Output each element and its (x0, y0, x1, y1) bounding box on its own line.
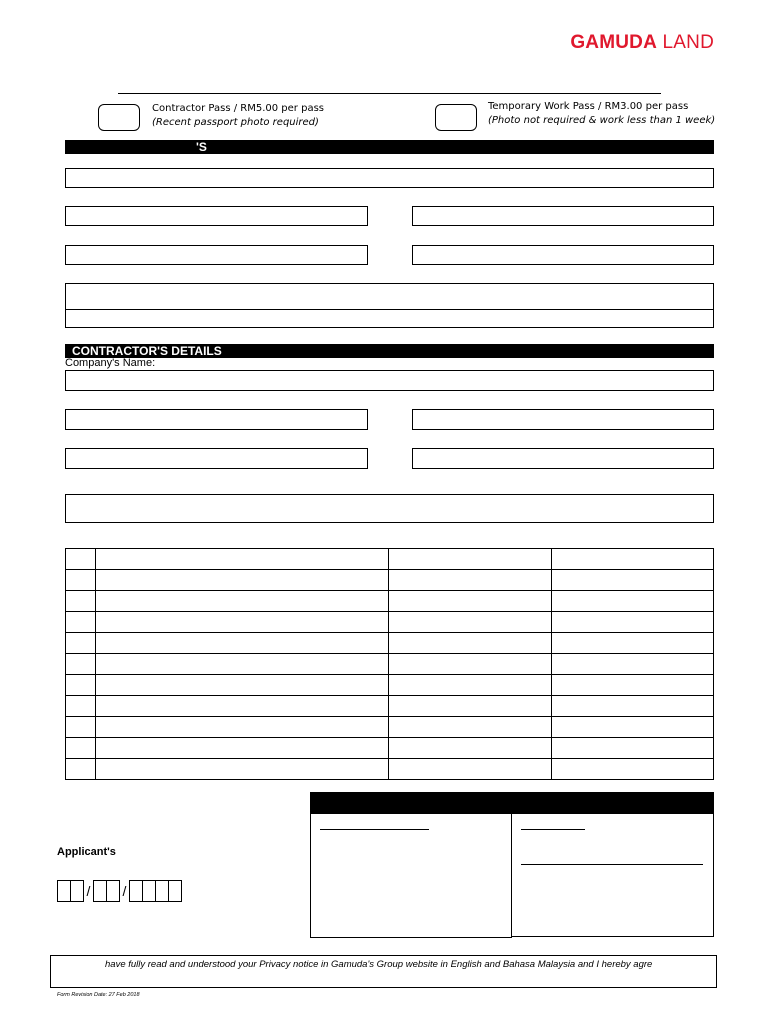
month-digit-1[interactable] (93, 880, 107, 902)
worker-other-cell[interactable] (551, 696, 713, 717)
worker-ic-cell[interactable] (389, 738, 551, 759)
date-boxes[interactable] (57, 880, 182, 902)
worker-table-row (66, 717, 714, 738)
worker-ic-cell[interactable] (389, 570, 551, 591)
worker-other-cell[interactable] (551, 759, 713, 780)
form-revision-date: Form Revision Date: 27 Feb 2018 (57, 992, 140, 998)
logo-text-bold: GAMUDA (570, 32, 658, 53)
approval-signature-line-left (320, 829, 429, 830)
temporary-pass-checkbox[interactable] (435, 104, 477, 131)
worker-other-cell[interactable] (551, 717, 713, 738)
worker-no-cell[interactable] (66, 675, 96, 696)
applicant-header-text: 'S (196, 140, 207, 154)
contractor-header-text: CONTRACTOR'S DETAILS (72, 344, 222, 358)
worker-ic-cell[interactable] (389, 633, 551, 654)
worker-name-cell[interactable] (95, 654, 389, 675)
temporary-pass-label: Temporary Work Pass / RM3.00 per pass (488, 101, 689, 112)
approval-name-line (521, 864, 703, 865)
applicant-address-field[interactable] (65, 283, 714, 310)
worker-table-row (66, 654, 714, 675)
month-digit-2[interactable] (106, 880, 120, 902)
date-separator: / (122, 883, 127, 899)
company-name-field[interactable] (65, 370, 714, 391)
contractor-pass-checkbox[interactable] (98, 104, 140, 131)
worker-no-cell[interactable] (66, 654, 96, 675)
contractor-address-field[interactable] (65, 494, 714, 523)
worker-name-cell[interactable] (95, 717, 389, 738)
approval-signature-line-right (521, 829, 585, 830)
worker-ic-cell[interactable] (389, 654, 551, 675)
worker-table-row (66, 612, 714, 633)
worker-table-row (66, 696, 714, 717)
company-logo (570, 32, 714, 54)
worker-name-cell[interactable] (95, 696, 389, 717)
year-digit-4[interactable] (168, 880, 182, 902)
worker-ic-cell[interactable] (389, 612, 551, 633)
worker-table-row (66, 549, 714, 570)
applicant-field-left-1[interactable] (65, 206, 368, 226)
worker-table-row (66, 633, 714, 654)
worker-table-row (66, 591, 714, 612)
worker-no-cell[interactable] (66, 570, 96, 591)
temporary-pass-option (488, 100, 715, 128)
contractor-pass-option (152, 102, 324, 130)
form-title-line (118, 93, 661, 94)
approval-box-left[interactable] (310, 813, 512, 938)
logo-text-light: LAND (657, 32, 714, 53)
worker-ic-cell[interactable] (389, 675, 551, 696)
worker-other-cell[interactable] (551, 738, 713, 759)
contractor-field-left-1[interactable] (65, 409, 368, 430)
worker-no-cell[interactable] (66, 591, 96, 612)
year-digit-1[interactable] (129, 880, 143, 902)
worker-other-cell[interactable] (551, 591, 713, 612)
worker-name-cell[interactable] (95, 549, 389, 570)
worker-name-cell[interactable] (95, 633, 389, 654)
worker-no-cell[interactable] (66, 612, 96, 633)
contractor-section-header (65, 344, 714, 358)
worker-ic-cell[interactable] (389, 696, 551, 717)
worker-other-cell[interactable] (551, 612, 713, 633)
worker-table-row (66, 570, 714, 591)
worker-name-cell[interactable] (95, 591, 389, 612)
worker-other-cell[interactable] (551, 549, 713, 570)
date-separator: / (86, 883, 91, 899)
worker-other-cell[interactable] (551, 654, 713, 675)
contractor-field-right-2[interactable] (412, 448, 714, 469)
worker-other-cell[interactable] (551, 675, 713, 696)
worker-ic-cell[interactable] (389, 591, 551, 612)
day-digit-1[interactable] (57, 880, 71, 902)
worker-table-body (66, 549, 714, 780)
worker-no-cell[interactable] (66, 549, 96, 570)
applicant-signature-label: Applicant's (57, 846, 116, 858)
contractor-field-right-1[interactable] (412, 409, 714, 430)
worker-no-cell[interactable] (66, 633, 96, 654)
worker-name-cell[interactable] (95, 675, 389, 696)
year-digit-3[interactable] (155, 880, 169, 902)
approval-box-right[interactable] (511, 813, 714, 937)
worker-no-cell[interactable] (66, 759, 96, 780)
worker-name-cell[interactable] (95, 759, 389, 780)
contractor-field-left-2[interactable] (65, 448, 368, 469)
applicant-field-left-2[interactable] (65, 245, 368, 265)
worker-no-cell[interactable] (66, 717, 96, 738)
worker-other-cell[interactable] (551, 570, 713, 591)
applicant-address-field-2[interactable] (65, 309, 714, 328)
worker-table-row (66, 759, 714, 780)
company-name-label: Company's Name: (65, 357, 156, 369)
contractor-pass-label: Contractor Pass / RM5.00 per pass (152, 103, 324, 114)
worker-ic-cell[interactable] (389, 759, 551, 780)
worker-name-cell[interactable] (95, 570, 389, 591)
day-digit-2[interactable] (70, 880, 84, 902)
privacy-declaration-text: have fully read and understood your Privacy notice in Gamuda's Group website in English and Bahasa Malaysia and I hereby agre (105, 959, 653, 970)
applicant-section-header (65, 140, 714, 154)
worker-ic-cell[interactable] (389, 717, 551, 738)
worker-table-row (66, 675, 714, 696)
worker-table (65, 548, 714, 780)
contractor-pass-note: (Recent passport photo required) (152, 117, 319, 128)
applicant-field-right-2[interactable] (412, 245, 714, 265)
temporary-pass-note: (Photo not required & work less than 1 week) (488, 115, 716, 126)
worker-no-cell[interactable] (66, 696, 96, 717)
worker-other-cell[interactable] (551, 633, 713, 654)
worker-ic-cell[interactable] (389, 549, 551, 570)
worker-name-cell[interactable] (95, 738, 389, 759)
applicant-name-field[interactable] (65, 168, 714, 188)
applicant-field-right-1[interactable] (412, 206, 714, 226)
worker-name-cell[interactable] (95, 612, 389, 633)
year-digit-2[interactable] (142, 880, 156, 902)
approval-header-bar (310, 792, 714, 814)
worker-no-cell[interactable] (66, 738, 96, 759)
worker-table-row (66, 738, 714, 759)
